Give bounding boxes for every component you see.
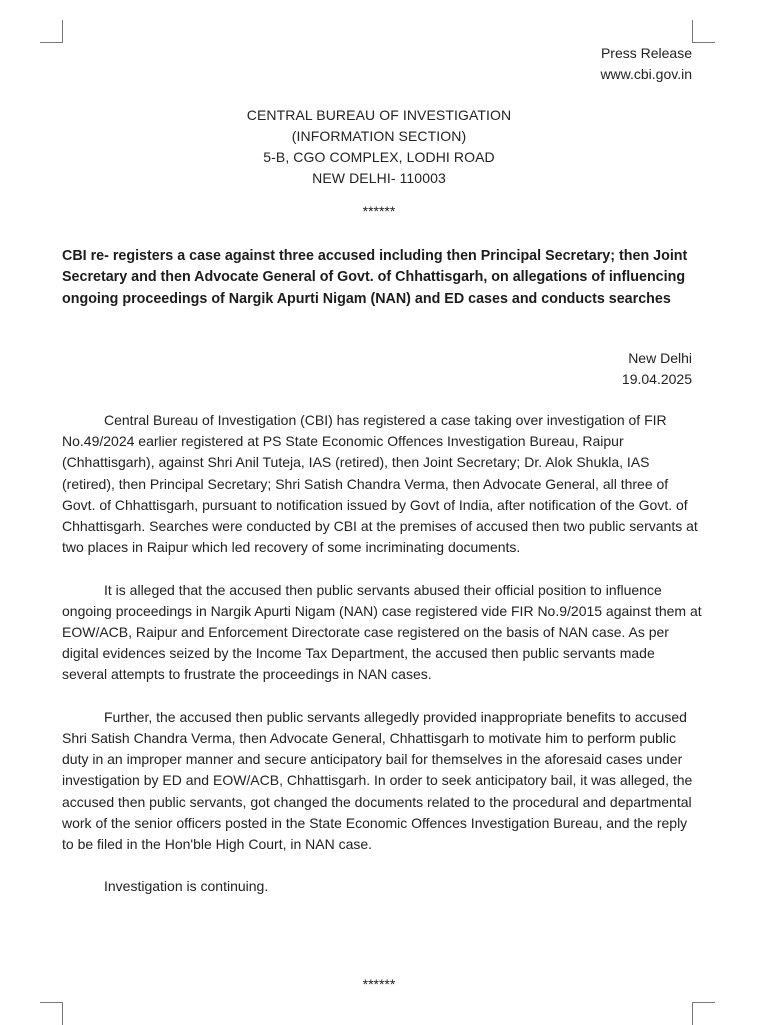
crop-mark-top-left	[40, 20, 63, 43]
paragraph: Central Bureau of Investigation (CBI) has registered a case taking over investigation of FIR No.49/2024 earlier registered at PS State Economic Offences Investigation Bureau, Raipur (Chhattisgarh), against Shri Anil Tuteja, IAS (retired), then Joint Secretary; Dr. Alok Shukla, IAS (retired), then Principal Secretary; Shri Satish Chandra Verma, then Advocate General, all three of Govt. of Chhattisgarh, pursuant to notification issued by Govt of India, after notification of the Govt. of Chhattisgarh. Searches were conducted by CBI at the premises of accused then two public servants at two places in Raipur which led recovery of some incriminating documents.	[62, 412, 698, 556]
separator-bottom: ******	[362, 976, 396, 992]
dateline-place: New Delhi	[628, 350, 692, 366]
crop-mark-top-right	[692, 20, 715, 43]
crop-mark-bottom-left	[40, 1002, 63, 1025]
org-address: 5-B, CGO COMPLEX, LODHI ROAD	[263, 149, 495, 165]
body-text	[62, 410, 702, 919]
dateline-date: 19.04.2025	[621, 371, 692, 387]
crop-mark-bottom-right	[692, 1002, 715, 1025]
headline: CBI re- registers a case against three accused including then Principal Secretary; then Joint Secretary and then Advocate General of Govt. of Chhattisgarh, on allegations of influencing ongoing proceedings of Nargik Apurti Nigam (NAN) and ED cases and conducts searches	[62, 248, 688, 307]
paragraph: Further, the accused then public servants allegedly provided inappropriate benefits to accused Shri Satish Chandra Verma, then Advocate General, Chhattisgarh to motivate him to perform public duty in an improper manner and secure anticipatory bail for themselves in the aforesaid cases under investigation by ED and EOW/ACB, Chhattisgarh. In order to seek anticipatory bail, it was alleged, the accused then public servants, got changed the documents related to the procedural and departmental work of the senior officers posted in the State Economic Offences Investigation Bureau, and the reply to be filed in the Hon'ble High Court, in NAN case.	[62, 708, 693, 853]
press-release-header	[600, 43, 692, 85]
press-release-label: Press Release	[600, 45, 692, 61]
org-name: CENTRAL BUREAU OF INVESTIGATION	[246, 107, 512, 123]
paragraph: Investigation is continuing.	[104, 878, 269, 895]
separator-top: ******	[362, 203, 396, 219]
website-link[interactable]: www.cbi.gov.in	[600, 66, 692, 82]
org-city: NEW DELHI- 110003	[312, 170, 446, 186]
org-section: (INFORMATION SECTION)	[291, 128, 467, 144]
organization-block	[0, 105, 758, 189]
paragraph: It is alleged that the accused then public servants abused their official position to influence ongoing proceedings in Nargik Apurti Nigam (NAN) case registered vide FIR No.9/2015 against them at EOW/ACB, Raipur and Enforcement Directorate case registered on the basis of NAN case. As per digital evidences seized by the Income Tax Department, the accused then public servants made several attempts to frustrate the proceedings in NAN cases.	[62, 581, 702, 683]
dateline	[622, 348, 692, 390]
